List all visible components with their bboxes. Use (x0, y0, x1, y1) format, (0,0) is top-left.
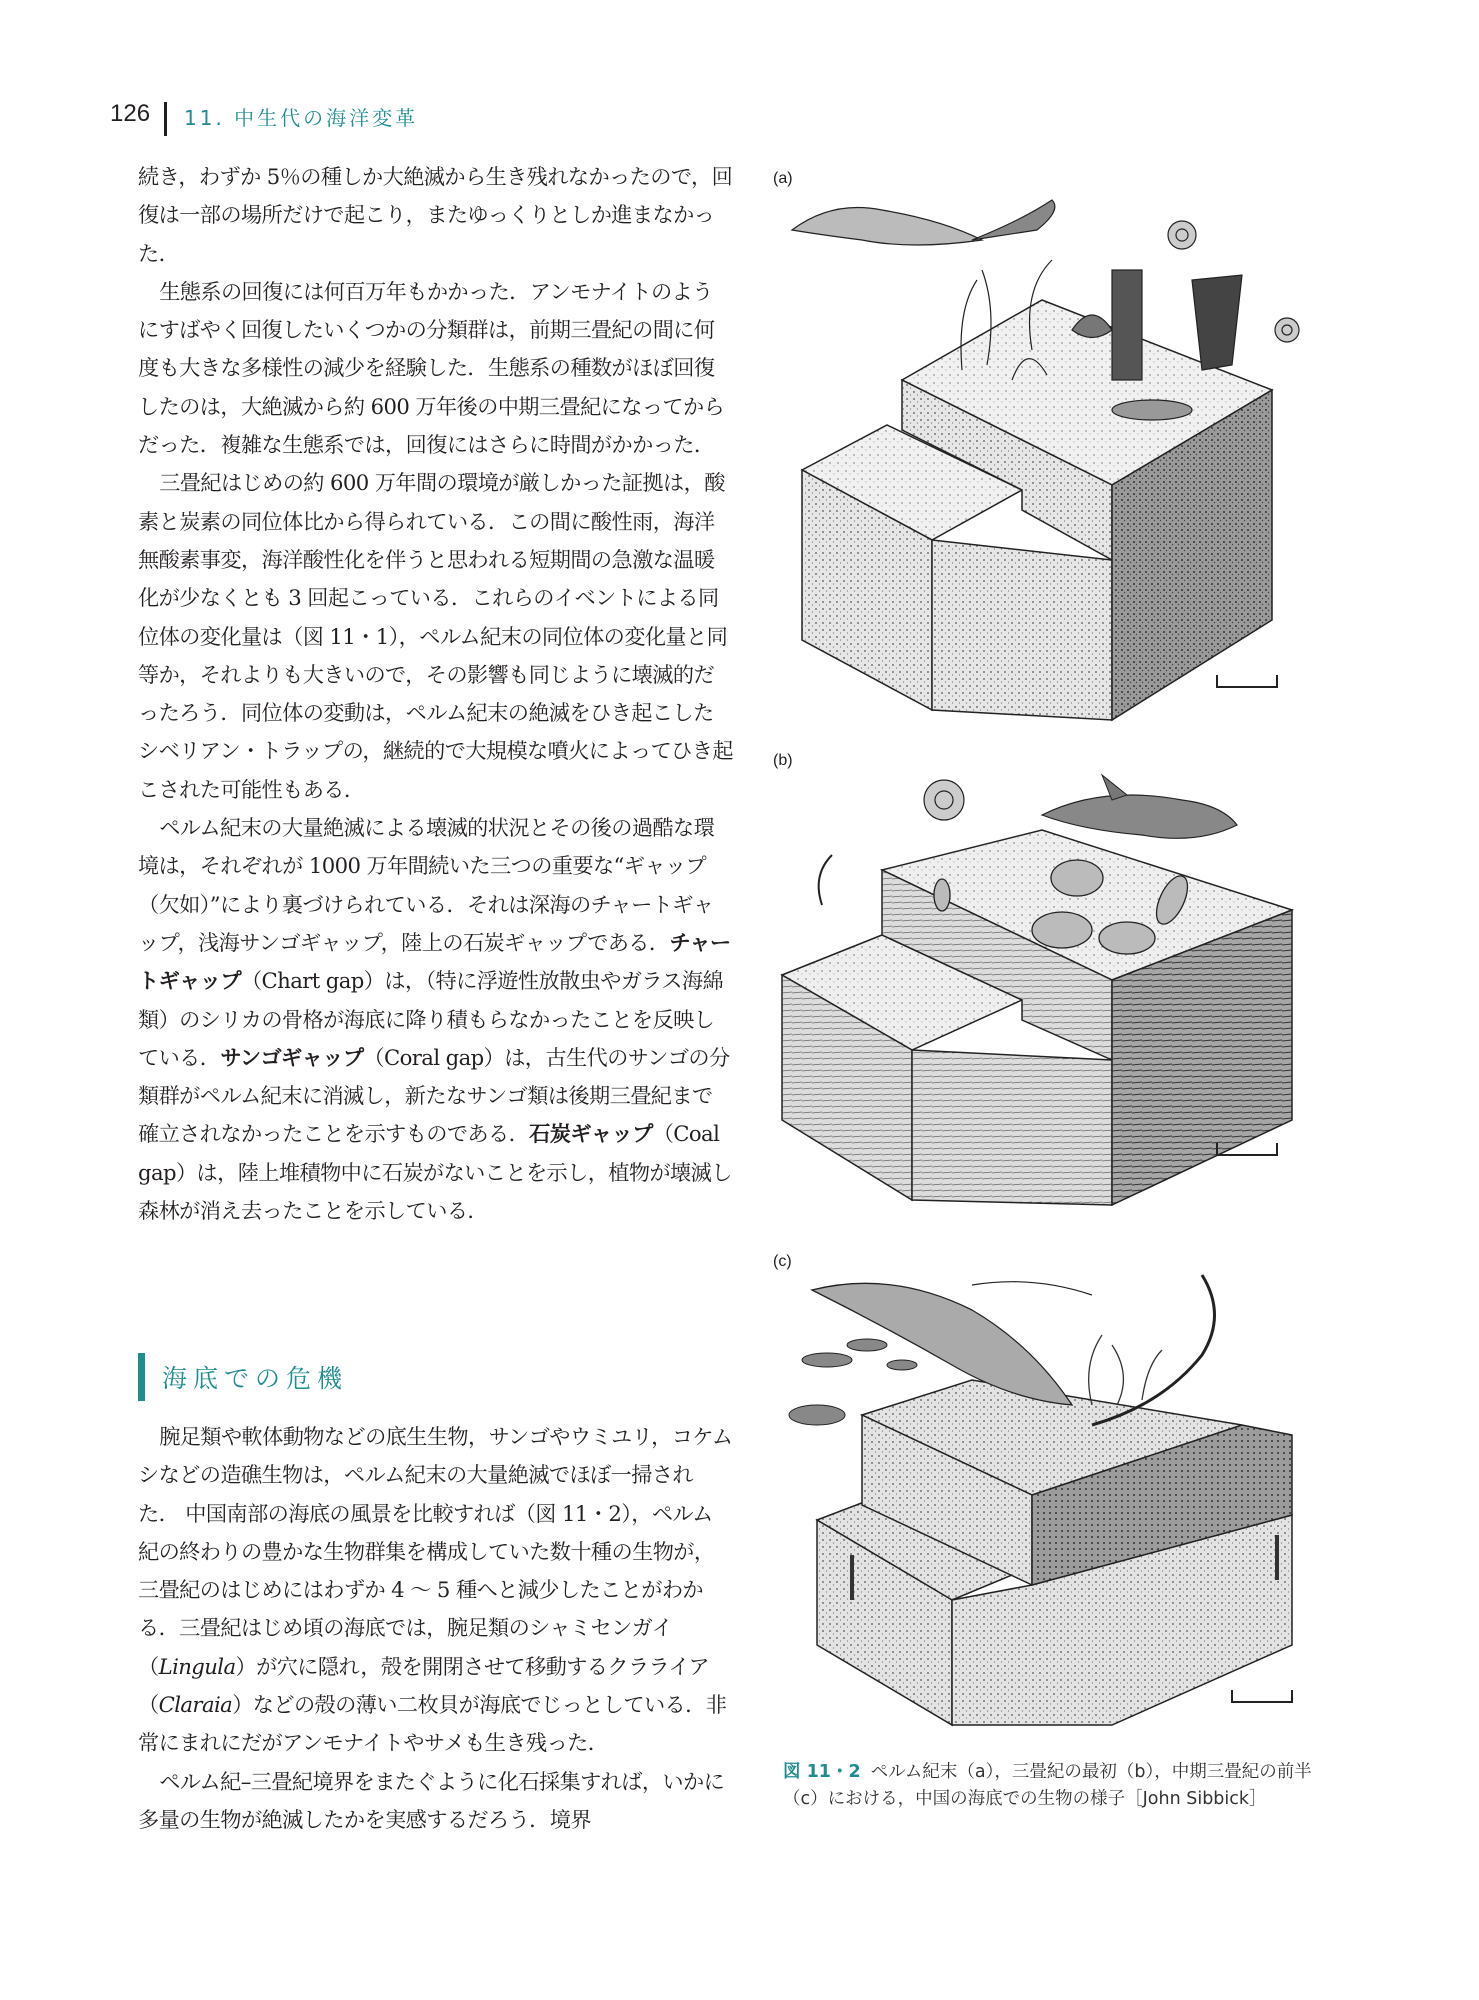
lingula-worm (819, 855, 832, 905)
shark (1042, 775, 1237, 838)
term-chart-gap: チャートギャップ (138, 929, 731, 994)
seaweed (1089, 1335, 1162, 1405)
paragraph: 続き，わずか 5％の種しか大絶滅から生き残れなかったので，回復は一部の場所だけで起こり，またゆっくりとしか進まなかった． (138, 164, 733, 266)
caption-text: ペルム紀末（a），三畳紀の最初（b），中期三畳紀の前半（c）における，中国の海底での生物の様子［John Sibbick］ (783, 1762, 1312, 1809)
scale-bar (1232, 1690, 1292, 1702)
swimming-fish (792, 200, 1055, 245)
panel-label-a: (a) (773, 170, 793, 187)
ammonite-icon (924, 780, 964, 820)
paragraph: 腕足類や軟体動物などの底生生物，サンゴやウミユリ，コケムシなどの造礁生物は，ペルム紀末の大量絶滅でほぼ一掃された． 中国南部の海底の風景を比較すれば（図 11・2），ペルム紀の終わりの豊かな生物群集を構成していた数十種の生物が，三畳紀のはじめにはわずか 4 ～ 5 種へと減少したことがわかる．三畳紀はじめ頃の海底では，腕足類のシャミセンガイ（Lingula）が穴に隠れ，殻を開閉させて移動するクラライア（Claraia）などの殻の薄い二枚貝が海底でじっとしている．非常にまれにだがアンモナイトやサメも生き残った． (138, 1424, 733, 1756)
header-divider (164, 102, 167, 136)
figure-number: 図 11・2 (783, 1762, 861, 1782)
paragraph: 生態系の回復には何百万年もかかった．アンモナイトのようにすばやく回復したいくつかの分類群は，前期三畳紀の間に何度も大きな多様性の減少を経験した．生態系の種数がほぼ回復したのは，大絶滅から約 600 万年後の中期三畳紀になってからだった．複雑な生態系では，回復にはさらに時間がかかった． (138, 278, 725, 458)
section-heading-bar (138, 1353, 145, 1401)
term-coal-gap: 石炭ギャップ (529, 1121, 653, 1147)
body-text-block-2 (138, 1418, 733, 1839)
paragraph: 三畳紀はじめの約 600 万年間の環境が厳しかった証拠は，酸素と炭素の同位体比から得られている．この間に酸性雨，海洋無酸素事変，海洋酸性化を伴うと思われる短期間の急激な温暖化が少なくとも 3 回起こっている．これらのイベントによる同位体の変化量は（図 11・1），ペルム紀末の同位体の変化量と同等か，それよりも大きいので，その影響も同じように壊滅的だったろう．同位体の変動は，ペルム紀末の絶滅をひき起こしたシベリアン・トラップの，継続的で大規模な噴火によってひき起こされた可能性もある． (138, 470, 733, 802)
illustration-panel-b (772, 760, 1332, 1230)
taxon-claraia: Claraia (158, 1692, 233, 1718)
figure-caption (783, 1759, 1338, 1813)
body-text-block-1 (138, 158, 733, 1230)
term-coral-gap: サンゴギャップ (220, 1044, 364, 1070)
paragraph-gaps: ペルム紀末の大量絶滅による壊滅的状況とその後の過酷な環境は，それぞれが 1000 万年間続いた三つの重要な“ギャップ（欠如）”により裏づけられている．それは深海のチャートギャップ，浅海サンゴギャップ，陸上の石炭ギャップである．チャートギャップ（Chart gap）は，（特に浮遊性放散虫やガラス海綿類）のシリカの骨格が海底に降り積もらなかったことを反映している．サンゴギャップ（Coral gap）は，古生代のサンゴの分類群がペルム紀末に消滅し，新たなサンゴ類は後期三畳紀まで確立されなかったことを示すものである．石炭ギャップ（Coal gap）は，陸上堆積物中に石炭がないことを示し，植物が壊滅し森林が消え去ったことを示している． (138, 815, 732, 1224)
section-title: 海底での危機 (162, 1364, 349, 1393)
panel-label-c: (c) (773, 1253, 792, 1270)
page-number: 126 (110, 100, 151, 127)
scale-bar (1217, 675, 1277, 687)
panel-label-b: (b) (773, 752, 793, 769)
illustration-panel-a (772, 180, 1332, 740)
paragraph: ペルム紀–三畳紀境界をまたぐように化石採集すれば，いかに多量の生物が絶滅したかを実感するだろう．境界 (138, 1768, 725, 1832)
taxon-lingula: Lingula (158, 1653, 236, 1679)
illustration-panel-c (772, 1265, 1332, 1745)
chapter-title: 11. 中生代の海洋変革 (184, 106, 419, 130)
